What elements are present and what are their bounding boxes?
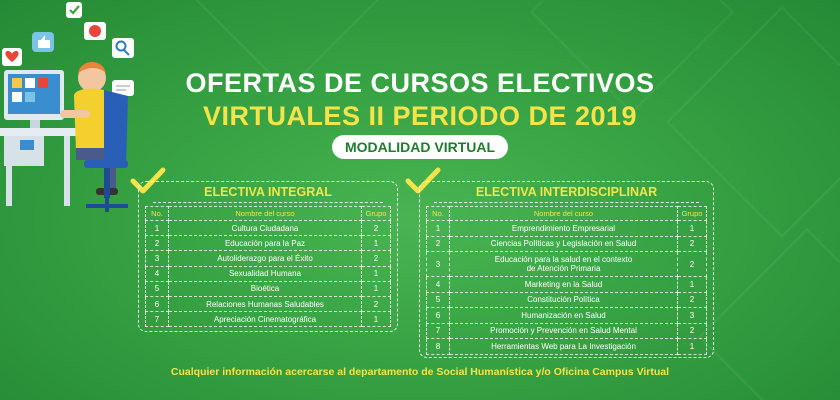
like-icon xyxy=(32,32,54,52)
course-name: Bioética xyxy=(169,281,362,296)
title-line-2: VIRTUALES II PERIODO DE 2019 xyxy=(202,101,638,131)
integral-panel xyxy=(138,181,398,332)
group-count: 3 xyxy=(678,308,707,324)
table-row xyxy=(427,236,707,252)
heart-icon xyxy=(2,48,22,66)
course-name: Educación para la Paz xyxy=(169,236,362,251)
table-row xyxy=(427,277,707,293)
row-number: 5 xyxy=(146,281,169,296)
table-row xyxy=(146,251,391,266)
group-count: 1 xyxy=(362,266,391,281)
table-row xyxy=(427,252,707,277)
table-row xyxy=(146,281,391,296)
table-row xyxy=(427,221,707,237)
row-number: 8 xyxy=(427,339,450,355)
course-name: Apreciación Cinematográfica xyxy=(169,312,362,327)
table-row xyxy=(146,236,391,251)
interdisciplinar-title: ELECTIVA INTERDISCIPLINAR xyxy=(475,185,658,199)
group-count: 1 xyxy=(362,281,391,296)
divider xyxy=(153,202,383,203)
mail-icon xyxy=(84,22,106,40)
table-header-row xyxy=(146,207,391,221)
group-count: 2 xyxy=(678,323,707,339)
integral-table xyxy=(145,206,391,327)
table-row xyxy=(146,266,391,281)
row-number: 1 xyxy=(427,221,450,237)
table-row xyxy=(146,296,391,311)
row-number: 2 xyxy=(146,236,169,251)
row-number: 6 xyxy=(146,296,169,311)
course-name: Humanización en Salud xyxy=(450,308,678,324)
table-row xyxy=(427,308,707,324)
group-count: 1 xyxy=(678,277,707,293)
checkmark-icon xyxy=(66,2,82,18)
row-number: 4 xyxy=(146,266,169,281)
footer-note: Cualquier información acercarse al departamento de Social Humanística y/o Oficina Campus Virtual xyxy=(170,366,670,378)
group-count: 2 xyxy=(678,252,707,277)
row-number: 3 xyxy=(427,252,450,277)
row-number: 4 xyxy=(427,277,450,293)
table-header-row xyxy=(427,207,707,221)
row-number: 2 xyxy=(427,236,450,252)
row-number: 6 xyxy=(427,308,450,324)
row-number: 3 xyxy=(146,251,169,266)
group-count: 2 xyxy=(362,221,391,236)
modality-badge: MODALIDAD VIRTUAL xyxy=(332,135,508,159)
course-name: Relaciones Humanas Saludables xyxy=(169,296,362,311)
column-header: Nombre del curso xyxy=(450,207,678,221)
column-header: Grupo xyxy=(678,207,707,221)
column-header: Grupo xyxy=(362,207,391,221)
column-header: No. xyxy=(427,207,450,221)
group-count: 1 xyxy=(678,339,707,355)
integral-title: ELECTIVA INTEGRAL xyxy=(204,185,332,199)
divider xyxy=(434,202,699,203)
row-number: 7 xyxy=(427,323,450,339)
search-icon xyxy=(112,38,134,58)
course-name: Ciencias Políticas y Legislación en Salud xyxy=(450,236,678,252)
course-name: Educación para la salud en el contexto de Atención Primaria xyxy=(450,252,678,277)
table-row xyxy=(146,312,391,327)
course-name: Herramientas Web para La Investigación xyxy=(450,339,678,355)
group-count: 2 xyxy=(678,292,707,308)
column-header: No. xyxy=(146,207,169,221)
course-name: Emprendimiento Empresarial xyxy=(450,221,678,237)
table-row xyxy=(427,323,707,339)
course-name: Sexualidad Humana xyxy=(169,266,362,281)
course-name: Cultura Ciudadana xyxy=(169,221,362,236)
course-name: Marketing en la Salud xyxy=(450,277,678,293)
table-row xyxy=(427,339,707,355)
group-count: 2 xyxy=(362,296,391,311)
row-number: 5 xyxy=(427,292,450,308)
group-count: 1 xyxy=(362,236,391,251)
table-row xyxy=(146,221,391,236)
course-name: Promoción y Prevención en Salud Mental xyxy=(450,323,678,339)
interdisciplinar-table xyxy=(426,206,707,355)
row-number: 7 xyxy=(146,312,169,327)
group-count: 1 xyxy=(362,312,391,327)
column-header: Nombre del curso xyxy=(169,207,362,221)
title-line-1: OFERTAS DE CURSOS ELECTIVOS xyxy=(185,68,655,98)
group-count: 2 xyxy=(678,236,707,252)
group-count: 2 xyxy=(362,251,391,266)
table-row xyxy=(427,292,707,308)
course-name: Constitución Política xyxy=(450,292,678,308)
group-count: 1 xyxy=(678,221,707,237)
interdisciplinar-panel xyxy=(419,181,714,358)
row-number: 1 xyxy=(146,221,169,236)
course-name: Autoliderazgo para el Éxito xyxy=(169,251,362,266)
